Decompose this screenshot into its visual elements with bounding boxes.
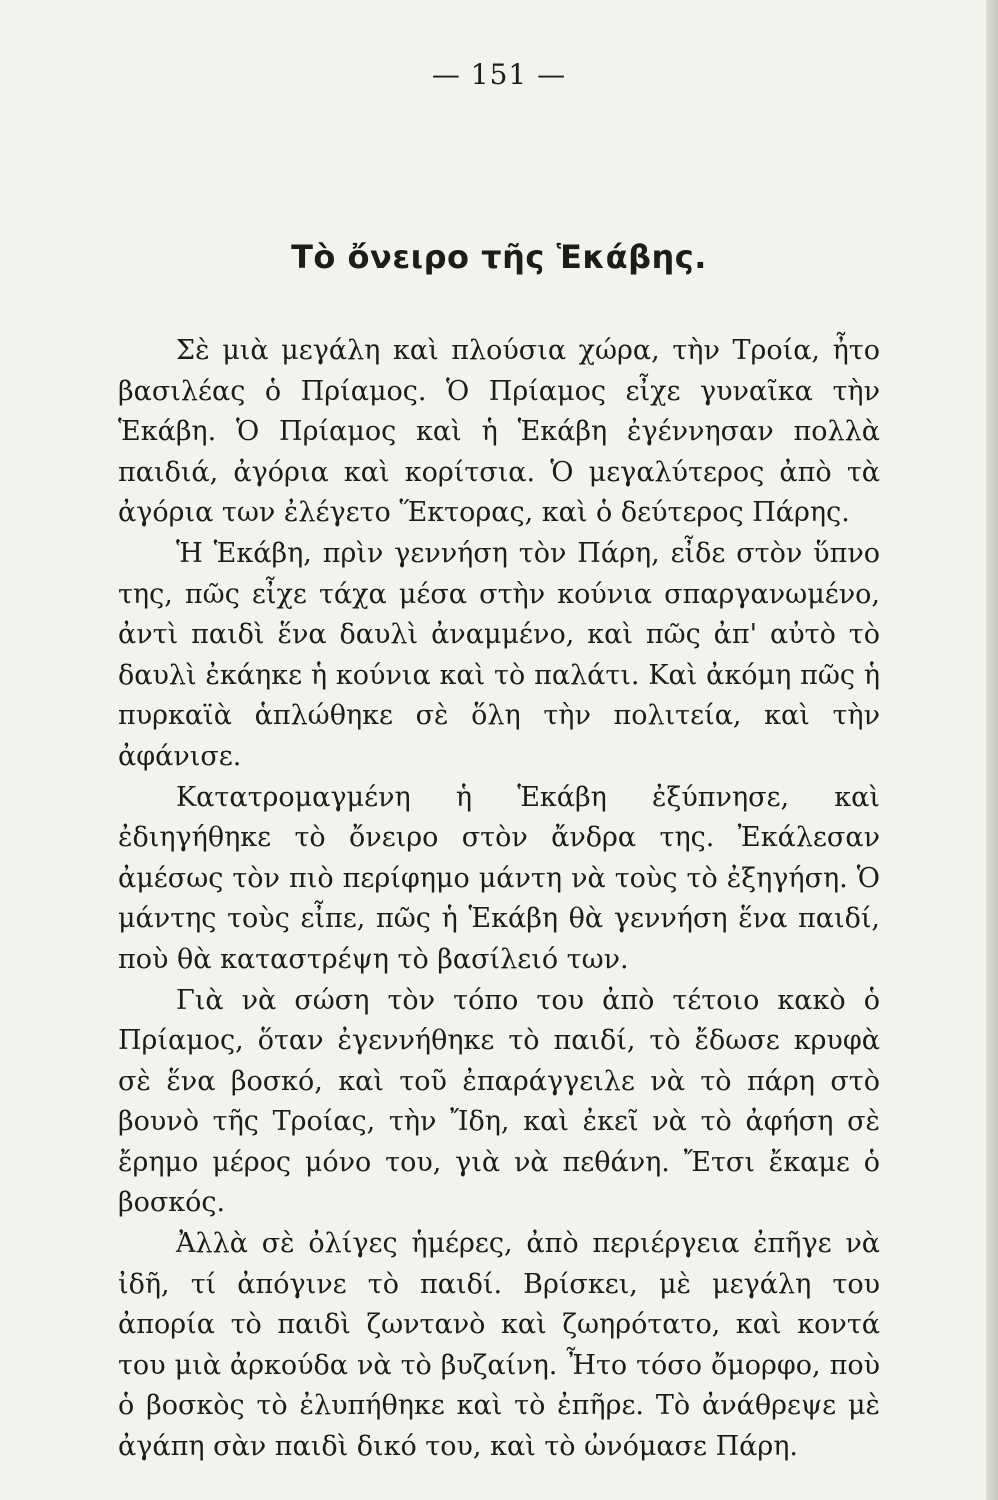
paragraph: Κατατρομαγμένη ἡ Ἑκάβη ἐξύπνησε, καὶ ἐδιηγήθηκε τὸ ὄνειρο στὸν ἄνδρα της. Ἐκάλεσαν ἀμέσως τὸν πιὸ περίφημο μάντη νὰ τοὺς τὸ ἐξηγήση. Ὁ μάντης τοὺς εἶπε, πῶς ἡ Ἑκάβη θὰ γεννήση ἕνα παιδί, ποὺ θὰ καταστρέψη τὸ βασίλειό των. [118,781,880,975]
body-text [118,331,880,1468]
paragraph: Σὲ μιὰ μεγάλη καὶ πλούσια χώρα, τὴν Τροία, ἦτο βασιλέας ὁ Πρίαμος. Ὁ Πρίαμος εἶχε γυναῖκα τὴν Ἑκάβη. Ὁ Πρίαμος καὶ ἡ Ἑκάβη ἐγέννησαν πολλὰ παιδιά, ἀγόρια καὶ κορίτσια. Ὁ μεγαλύτερος ἀπὸ τὰ ἀγόρια των ἐλέγετο Ἕκτορας, καὶ ὁ δεύτερος Πάρης. [118,335,880,529]
paragraph: Ἀλλὰ σὲ ὀλίγες ἡμέρες, ἀπὸ περιέργεια ἐπῆγε νὰ ἰδῆ, τί ἀπόγινε τὸ παιδί. Βρίσκει, μὲ μεγάλη του ἀπορία τὸ παιδὶ ζωντανὸ καὶ ζωηρότατο, καὶ κοντά του μιὰ ἀρκούδα νὰ τὸ βυζαίνη. Ἦτο τόσο ὄμορφο, ποὺ ὁ βοσκὸς τὸ ἐλυπήθηκε καὶ τὸ ἐπῆρε. Τὸ ἀνάθρεψε μὲ ἀγάπη σὰν παιδὶ δικό του, καὶ τὸ ὠνόμασε Πάρη. [118,1228,880,1463]
paragraph: Ἡ Ἑκάβη, πρὶν γεννήση τὸν Πάρη, εἶδε στὸν ὕπνο της, πῶς εἶχε τάχα μέσα στὴν κούνια σπαργανωμένο, ἀντὶ παιδὶ ἕνα δαυλὶ ἀναμμένο, καὶ πῶς ἀπ' αὐτὸ τὸ δαυλὶ ἐκάηκε ἡ κούνια καὶ τὸ παλάτι. Καὶ ἀκόμη πῶς ἡ πυρκαϊὰ ἁπλώθηκε σὲ ὅλη τὴν πολιτεία, καὶ τὴν ἀφάνισε. [118,537,880,772]
paragraph: Γιὰ νὰ σώση τὸν τόπο του ἀπὸ τέτοιο κακὸ ὁ Πρίαμος, ὅταν ἐγεννήθηκε τὸ παιδί, τὸ ἔδωσε κρυφὰ σὲ ἕνα βοσκό, καὶ τοῦ ἐπαράγγειλε νὰ τὸ πάρη στὸ βουνὸ τῆς Τροίας, τὴν Ἴδη, καὶ ἐκεῖ νὰ τὸ ἀφήση σὲ ἔρημο μέρος μόνο του, γιὰ νὰ πεθάνη. Ἔτσι ἔκαμε ὁ βοσκός. [118,984,880,1219]
page-number: — 151 — [431,58,567,91]
page-edge [986,0,998,1500]
chapter-title: Τὸ ὄνειρο τῆς Ἑκάβης. [291,238,707,276]
